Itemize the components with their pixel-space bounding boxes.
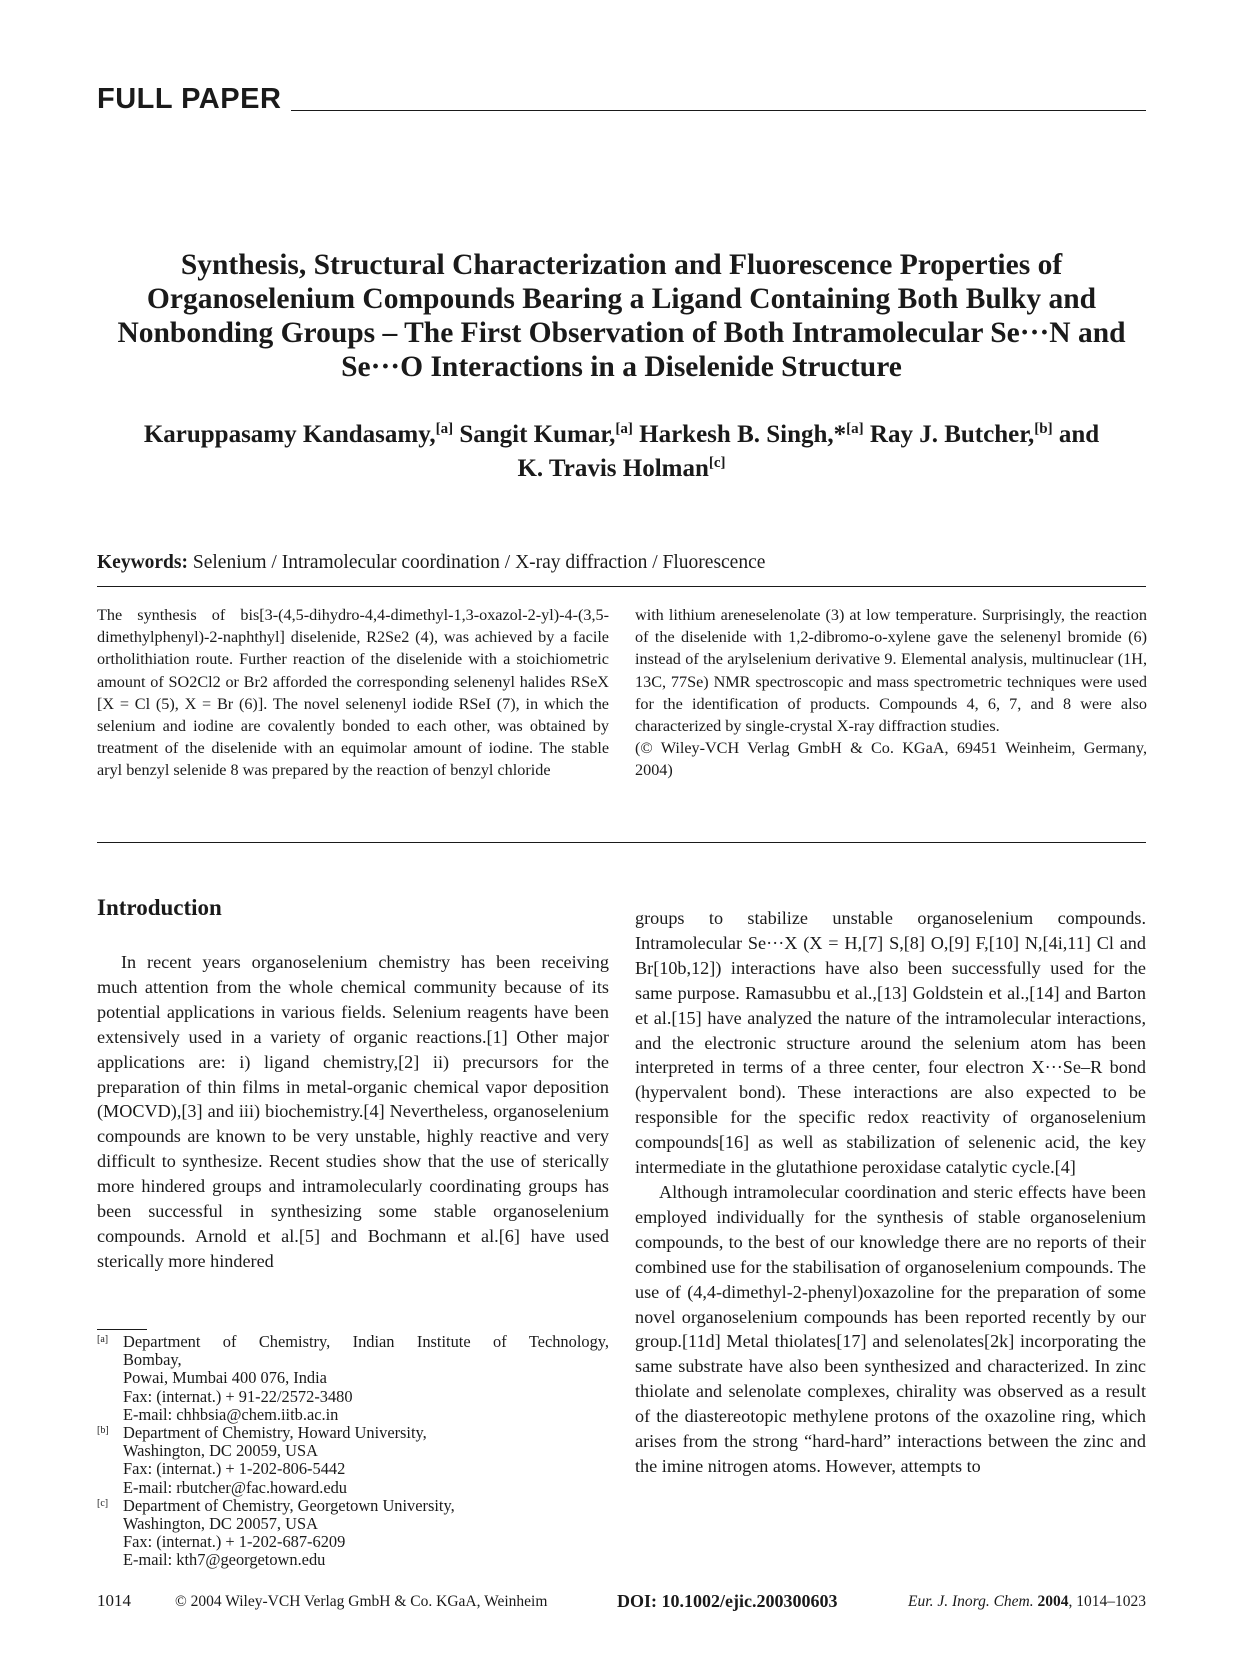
introduction-right-paragraph-2: Although intramolecular coordination and steric effects have been employed individually for the synthesis of stable organoselenium compounds, to the best of our knowledge there are no reports of their combined use for the stabilisation of organoselenium compounds. The use of (4,4-dimethyl-2-phenyl)oxazoline for the preparation of some novel organoselenium compounds has been reported recently by our group.[11d] Metal thiolates[17] and selenolates[2k] incorporating the same substrate have also been synthesized and characterized. In zinc thiolate and selenolate complexes, chirality was observed as a result of the diastereotopic methylene protons of the oxazoline ring, which arises from the strong “hard-hard” interactions between the zinc and the imine nitrogen atoms. However, attempts to: [635, 1181, 1147, 1476]
footnote-email: E-mail: kth7@georgetown.edu: [123, 1550, 326, 1570]
footnote-line: Bombay,: [123, 1350, 182, 1370]
introduction-heading: Introduction: [97, 895, 222, 920]
abstract-bottom-rule: [97, 842, 1146, 843]
affiliation-footnotes: [97, 1333, 609, 1570]
footnote-line: Fax: (internat.) + 1-202-806-5442: [123, 1459, 346, 1479]
footnote-mark: [c]: [97, 1497, 109, 1509]
journal-citation: [908, 1593, 1146, 1611]
doi-link[interactable]: DOI: 10.1002/ejic.200300603: [617, 1591, 838, 1611]
introduction-right-column: [635, 906, 1146, 1479]
footnote-line: Fax: (internat.) + 91-22/2572-3480: [123, 1386, 353, 1406]
footnote-line: Washington, DC 20057, USA: [123, 1514, 318, 1534]
keywords-label: Keywords:: [97, 552, 188, 573]
footnote-c: [97, 1497, 609, 1570]
section-label: FULL PAPER: [97, 83, 282, 115]
footnote-mark: [b]: [97, 1425, 109, 1437]
paper-title: Synthesis, Structural Characterization and Fluorescence Properties of Organoselenium Compounds Bearing a Ligand Containing Both Bulky and Nonbonding Groups – The First Observation of Both Intramolecular Se···N and Se···O Interactions in a Diselenide Structure: [117, 249, 1126, 383]
footnote-line: Washington, DC 20059, USA: [123, 1441, 318, 1461]
footnote-rule: [97, 1329, 147, 1330]
page-number: 1014: [97, 1591, 131, 1610]
footnote-line: Powai, Mumbai 400 076, India: [123, 1368, 327, 1388]
author-name: Harkesh B. Singh,*: [639, 421, 847, 448]
introduction-right-paragraph-1: groups to stabilize unstable organoselenium compounds. Intramolecular Se···X (X = H,[7] S,[8] O,[9] F,[10] N,[4i,11] Cl and Br[10b,12]) interactions have also been successfully used for the same purpose. Ramasubbu et al.,[13] Goldstein et al.,[14] and Barton et al.[15] have analyzed the nature of the intramolecular interactions, and the electronic structure around the selenium atom has been interpreted in terms of a three center, four electron X···Se–R bond (hypervalent bond). These interactions are also expected to be responsible for the specific redox reactivity of organoselenium compounds[16] as well as stabilization of selenenic acid, the key intermediate in the glutathione peroxidase catalytic cycle.[4]: [635, 908, 1146, 1178]
journal-year: 2004: [1037, 1593, 1069, 1610]
author-affil: [a]: [435, 421, 454, 437]
author-name: K. Travis Holman: [517, 455, 709, 482]
keywords: [97, 551, 1146, 575]
author-conjunction: and: [1058, 421, 1100, 448]
keywords-text: Selenium / Intramolecular coordination / X-ray diffraction / Fluorescence: [192, 552, 766, 573]
author-affil: [a]: [846, 421, 864, 437]
abstract-left-text: The synthesis of bis[3-(4,5-dihydro-4,4-dimethyl-1,3-oxazol-2-yl)-4-(3,5-dimethylphenyl)-2-naphthyl] diselenide, R2Se2 (4), was achieved by a facile ortholithiation route. Further reaction of the diselenide with a stoichiometric amount of SO2Cl2 or Br2 afforded the corresponding selenenyl halides RSeX [X = Cl (5), X = Br (6)]. The novel selenenyl iodide RSeI (7), in which the selenium and iodine are covalently bonded to each other, was obtained by treatment of the diselenide with an equimolar amount of iodine. The stable aryl benzyl selenide 8 was prepared by the reaction of benzyl chloride: [97, 606, 609, 780]
footnote-mark: [a]: [97, 1334, 109, 1345]
footnote-email: E-mail: rbutcher@fac.howard.edu: [123, 1477, 347, 1497]
footnote-email: E-mail: chhbsia@chem.iitb.ac.in: [123, 1404, 339, 1424]
abstract-right: [635, 604, 1147, 782]
author-affil: [a]: [615, 421, 633, 437]
journal-name: Eur. J. Inorg. Chem.: [908, 1593, 1034, 1610]
footnote-line: Department of Chemistry, Indian Institute of Technology,: [123, 1332, 609, 1351]
introduction-left-paragraph: In recent years organoselenium chemistry has been receiving much attention from the whole chemical community because of its potential applications in various fields. Selenium reagents have been extensively used in a variety of organic reactions.[1] Other major applications are: i) ligand chemistry,[2] ii) precursors for the preparation of thin films in metal-organic chemical vapor deposition (MOCVD),[3] and iii) biochemistry.[4] Nevertheless, organoselenium compounds are known to be very unstable, highly reactive and very difficult to synthesize. Recent studies show that the use of sterically more hindered groups and intramolecularly coordinating groups has been successful in synthesizing some stable organoselenium compounds. Arnold et al.[5] and Bochmann et al.[6] have used sterically more hindered: [97, 952, 609, 1271]
abstract-top-rule: [97, 586, 1146, 587]
abstract-right-text: with lithium areneselenolate (3) at low temperature. Surprisingly, the reaction of the diselenide with 1,2-dibromo-o-xylene gave the selenenyl bromide (6) instead of the arylselenium derivative 9. Elemental analysis, multinuclear (1H, 13C, 77Se) NMR spectroscopic and mass spectrometric techniques were used for the identification of products. Compounds 4, 6, 7, and 8 were also characterized by single-crystal X-ray diffraction studies.: [635, 606, 1147, 736]
section-header: [97, 80, 1146, 114]
journal-pages: , 1014–1023: [1068, 1593, 1146, 1610]
footer-copyright: © 2004 Wiley-VCH Verlag GmbH & Co. KGaA, Weinheim: [175, 1593, 548, 1610]
author-name: Sangit Kumar,: [459, 421, 616, 448]
author-name: Ray J. Butcher,: [869, 421, 1035, 448]
author-affil: [c]: [708, 455, 726, 471]
abstract-copyright: (© Wiley-VCH Verlag GmbH & Co. KGaA, 69451 Weinheim, Germany, 2004): [635, 739, 1147, 780]
footnote-line: Department of Chemistry, Georgetown University,: [123, 1495, 455, 1515]
footnote-line: Fax: (internat.) + 1-202-687-6209: [123, 1532, 346, 1552]
author-affil: [b]: [1034, 421, 1053, 437]
footnote-line: Department of Chemistry, Howard University,: [123, 1423, 427, 1443]
author-list: [97, 418, 1146, 486]
footnote-a: [97, 1333, 609, 1424]
author-name: Karuppasamy Kandasamy,: [143, 421, 436, 448]
footnote-b: [97, 1424, 609, 1497]
header-rule: [291, 110, 1146, 111]
abstract-left: [97, 604, 609, 782]
page-footer: [97, 1591, 1146, 1617]
